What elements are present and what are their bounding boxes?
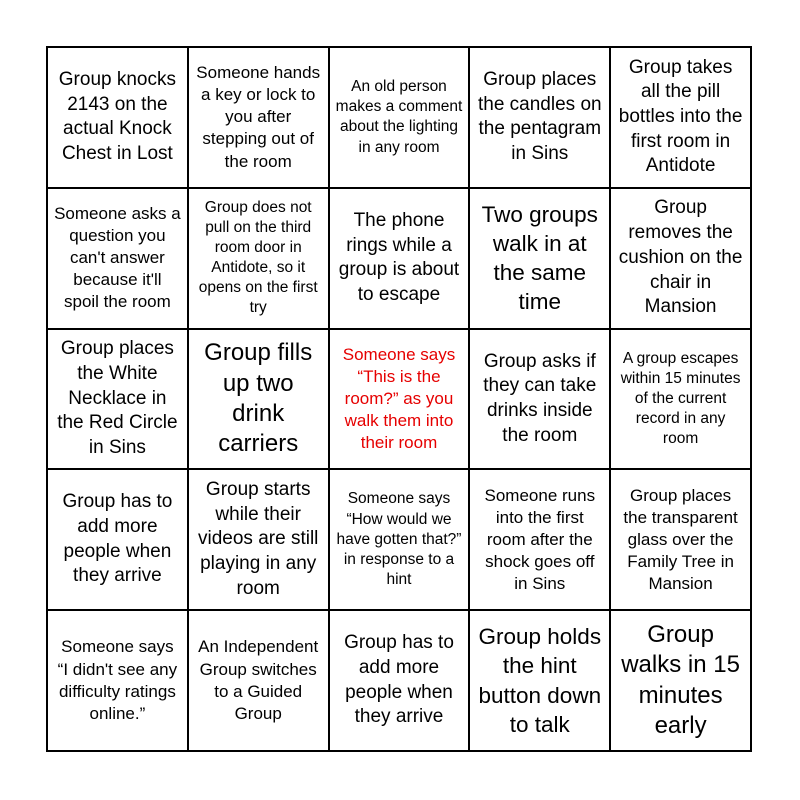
bingo-cell[interactable] xyxy=(469,469,610,610)
cell-text: Group holds the hint button down to talk xyxy=(478,624,602,737)
cell-text: Two groups walk in at the same time xyxy=(481,201,598,315)
cell-text: Group fills up two drink carriers xyxy=(204,339,313,458)
bingo-cell[interactable] xyxy=(188,469,329,610)
cell-text: Someone hands a key or lock to you after stepping out of the room xyxy=(196,63,321,171)
cell-text: Group removes the cushion on the chair in Mansion xyxy=(618,197,743,318)
bingo-cell[interactable] xyxy=(47,329,188,470)
cell-text: Group has to add more people when they arrive xyxy=(62,491,173,587)
bingo-cell[interactable] xyxy=(188,47,329,188)
bingo-cell[interactable] xyxy=(47,188,188,329)
cell-text: The phone rings while a group is about to escape xyxy=(338,209,460,305)
free-space-cell[interactable] xyxy=(329,329,470,470)
cell-text: Group does not pull on the third room door in Antidote, so it opens on the first try xyxy=(198,198,318,317)
bingo-cell[interactable] xyxy=(47,469,188,610)
bingo-cell[interactable] xyxy=(329,469,470,610)
bingo-cell[interactable] xyxy=(610,469,751,610)
bingo-cell[interactable] xyxy=(469,329,610,470)
cell-text: Group knocks 2143 on the actual Knock Chest in Lost xyxy=(58,69,177,165)
cell-text: An Independent Group switches to a Guided Group xyxy=(198,637,319,723)
bingo-cell[interactable] xyxy=(469,188,610,329)
cell-text: Group places the transparent glass over the Family Tree in Mansion xyxy=(623,485,738,593)
cell-text: Someone says “I didn't see any difficulty ratings online.” xyxy=(57,637,178,723)
bingo-cell[interactable] xyxy=(329,610,470,751)
bingo-cell[interactable] xyxy=(47,610,188,751)
cell-text: Group asks if they can take drinks inside the room xyxy=(483,350,597,446)
bingo-cell[interactable] xyxy=(610,329,751,470)
bingo-cell[interactable] xyxy=(188,329,329,470)
cell-text: Someone asks a question you can't answer because it'll spoil the room xyxy=(54,203,181,312)
bingo-cell[interactable] xyxy=(469,610,610,751)
cell-text: Someone says “How would we have gotten that?” in response to a hint xyxy=(336,490,462,588)
bingo-cell[interactable] xyxy=(469,47,610,188)
cell-text: Group takes all the pill bottles into the first room in Antidote xyxy=(618,56,743,177)
bingo-board xyxy=(46,46,752,752)
bingo-cell[interactable] xyxy=(610,47,751,188)
cell-text: Group walks in 15 minutes early xyxy=(621,620,740,740)
cell-text: An old person makes a comment about the lighting in any room xyxy=(335,78,463,156)
bingo-cell[interactable] xyxy=(610,610,751,751)
free-space-text: Someone says “This is the room?” as you walk them into their room xyxy=(342,344,456,453)
bingo-cell[interactable] xyxy=(329,47,470,188)
bingo-cell[interactable] xyxy=(188,188,329,329)
cell-text: Group places the White Necklace in the Red Circle in Sins xyxy=(57,338,178,459)
cell-text: Group starts while their videos are still playing in any room xyxy=(198,479,319,599)
bingo-cell[interactable] xyxy=(329,188,470,329)
cell-text: Someone runs into the first room after the shock goes off in Sins xyxy=(484,485,596,593)
cell-text: A group escapes within 15 minutes of the current record in any room xyxy=(620,349,741,448)
cell-text: Group places the candles on the pentagram in Sins xyxy=(477,69,602,165)
bingo-cell[interactable] xyxy=(610,188,751,329)
cell-text: Group has to add more people when they arrive xyxy=(344,632,454,728)
bingo-cell[interactable] xyxy=(188,610,329,751)
bingo-cell[interactable] xyxy=(47,47,188,188)
